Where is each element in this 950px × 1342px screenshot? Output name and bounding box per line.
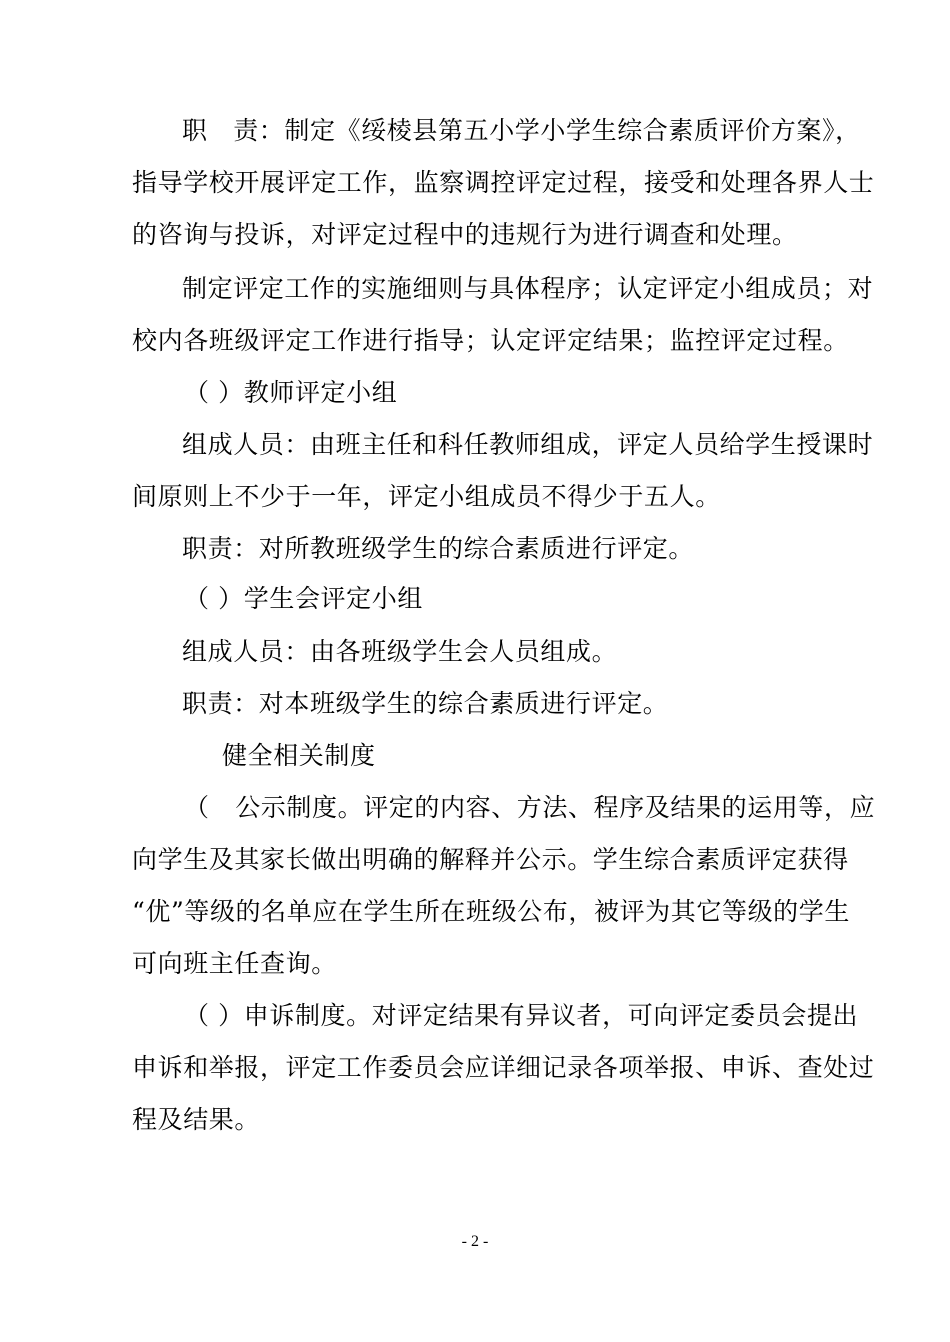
paragraph-student-duties: 职责：对本班级学生的综合素质进行评定。 xyxy=(182,689,669,718)
paragraph-procedures-line-2: 校内各班级评定工作进行指导；认定评定结果；监控评定过程。 xyxy=(132,326,849,355)
paragraph-publicity-line-1: （ 公示制度。评定的内容、方法、程序及结果的运用等，应 xyxy=(184,793,876,822)
paragraph-duties-line-3: 的咨询与投诉，对评定过程中的违规行为进行调查和处理。 xyxy=(132,220,798,249)
paragraph-teacher-duties: 职责：对所教班级学生的综合素质进行评定。 xyxy=(182,534,695,563)
paragraph-duties-line-1: 职 责：制定《绥棱县第五小学小学生综合素质评价方案》， xyxy=(182,116,861,145)
paragraph-appeal-line-3: 程及结果。 xyxy=(132,1105,261,1134)
paragraph-publicity-line-3: “优”等级的名单应在学生所在班级公布，被评为其它等级的学生 xyxy=(132,897,850,926)
paragraph-appeal-line-2: 申诉和举报，评定工作委员会应详细记录各项举报、申诉、查处过 xyxy=(132,1053,875,1082)
paragraph-procedures-line-1: 制定评定工作的实施细则与具体程序；认定评定小组成员；对 xyxy=(182,274,874,303)
heading-student-union-group: （ ）学生会评定小组 xyxy=(184,584,423,613)
paragraph-publicity-line-4: 可向班主任查询。 xyxy=(132,949,337,978)
paragraph-publicity-line-2: 向学生及其家长做出明确的解释并公示。学生综合素质评定获得 xyxy=(132,845,849,874)
heading-related-systems: 健全相关制度 xyxy=(222,741,376,770)
paragraph-appeal-line-1: （ ）申诉制度。对评定结果有异议者，可向评定委员会提出 xyxy=(184,1001,859,1030)
paragraph-duties-line-2: 指导学校开展评定工作，监察调控评定过程，接受和处理各界人士 xyxy=(132,168,875,197)
paragraph-student-members: 组成人员：由各班级学生会人员组成。 xyxy=(182,637,618,666)
heading-teacher-group: （ ）教师评定小组 xyxy=(184,378,398,407)
paragraph-teacher-members-line-1: 组成人员：由班主任和科任教师组成，评定人员给学生授课时 xyxy=(182,430,874,459)
paragraph-teacher-members-line-2: 间原则上不少于一年，评定小组成员不得少于五人。 xyxy=(132,482,721,511)
page-number: - 2 - xyxy=(461,1233,489,1250)
